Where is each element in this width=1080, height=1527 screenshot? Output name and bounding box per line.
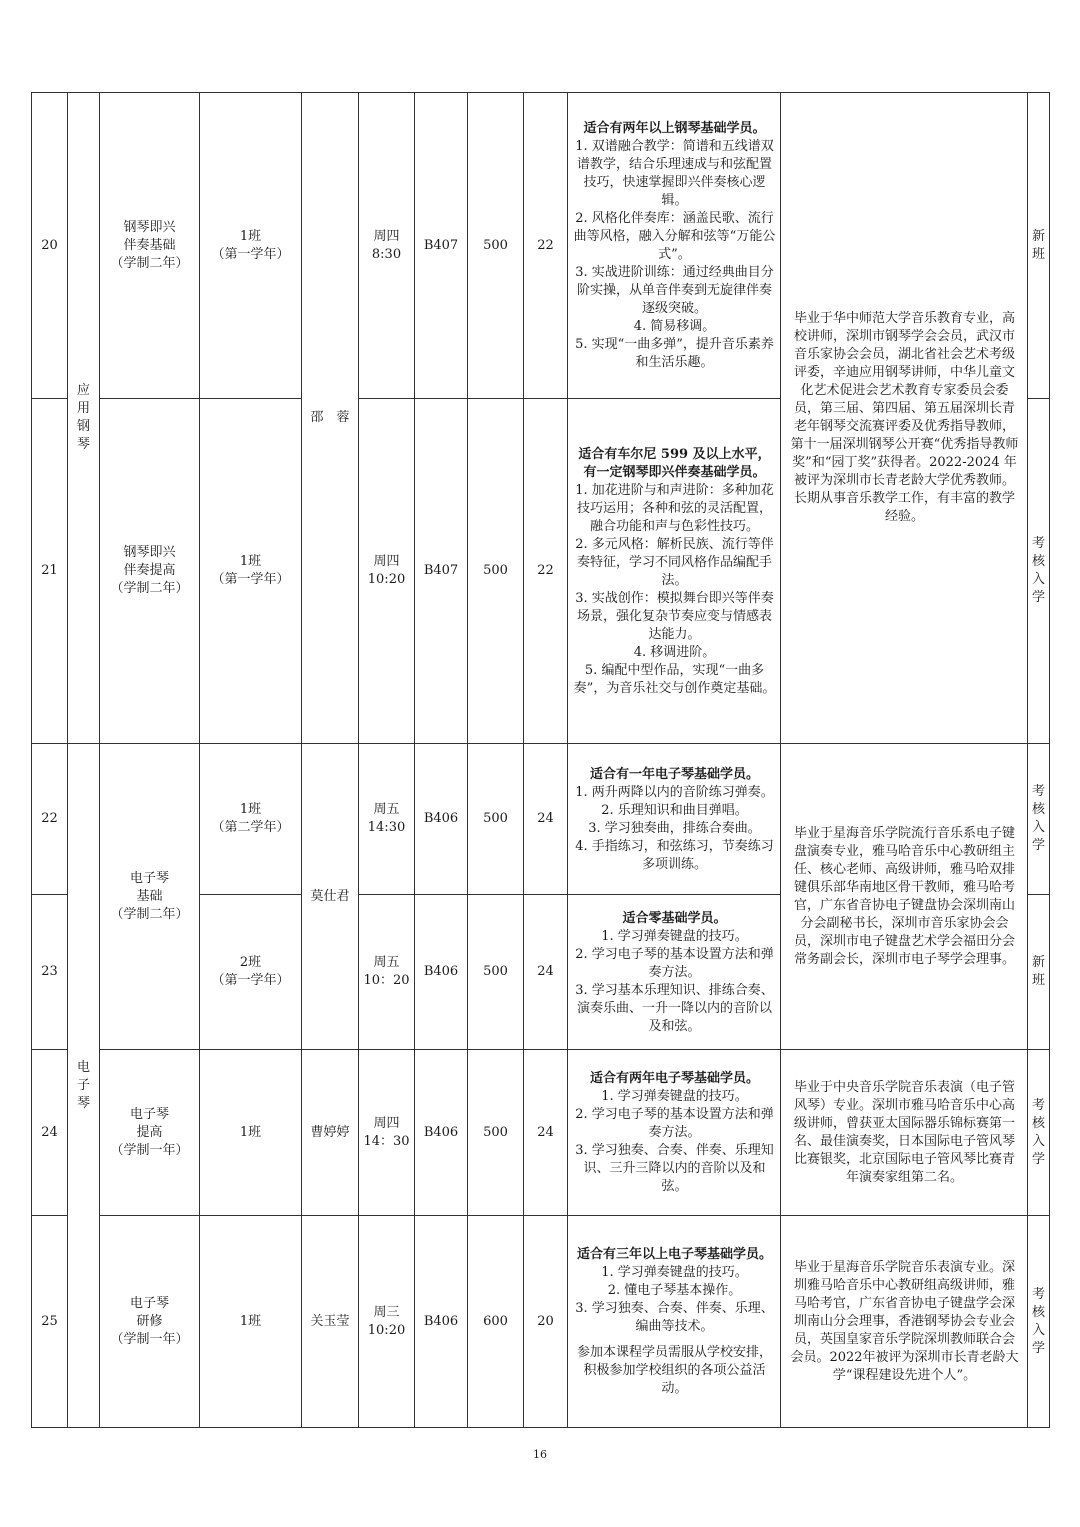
teacher-name: 莫仕君 bbox=[302, 744, 359, 1050]
class-name: 2班 （第一学年） bbox=[200, 895, 302, 1050]
class-name: 1班 bbox=[200, 1216, 302, 1428]
enrollment-note: 考 核 入 学 bbox=[1028, 1216, 1050, 1428]
teacher-bio: 毕业于中央音乐学院音乐表演（电子管风琴）专业。深圳市雅马哈音乐中心高级讲师，曾获亚太国际器乐锦标赛第一名、最佳演奏奖，日本国际电子管风琴比赛银奖，北京国际电子管风琴比赛青年演奏家组第二名。 bbox=[781, 1050, 1028, 1216]
class-time: 周五 10：20 bbox=[359, 895, 415, 1050]
quota: 22 bbox=[524, 399, 568, 744]
course-name: 电子琴 研修 （学制一年） bbox=[100, 1216, 200, 1428]
course-description: 适合有车尔尼 599 及以上水平，有一定钢琴即兴伴奏基础学员。 1. 加花进阶与和声进阶：多种加花技巧运用；各种和弦的灵活配置，融合功能和声与色彩性技巧。 2. 多元风格：解析民族、流行等伴奏特征，学习不同风格作品编配手法。 3. 实战创作：模拟舞台即兴等伴奏场景，强化复杂节奏应变与情感表达能力。 4. 移调进阶。 5. 编配中型作品，实现“一曲多奏”，为音乐社交与创作奠定基础。 bbox=[568, 399, 781, 744]
enrollment-note: 考 核 入 学 bbox=[1028, 744, 1050, 895]
classroom: B406 bbox=[415, 1050, 468, 1216]
row-number: 25 bbox=[32, 1216, 68, 1428]
class-time: 周五 14:30 bbox=[359, 744, 415, 895]
course-description: 适合有两年以上钢琴基础学员。 1. 双谱融合教学：简谱和五线谱双谱教学，结合乐理速成与和弦配置技巧，快速掌握即兴伴奏核心逻辑。 2. 风格化伴奏库：涵盖民歌、流行曲等风格，融入分解和弦等“万能公式”。 3. 实战进阶训练：通过经典曲目分阶实操，从单音伴奏到无旋律伴奏逐级突破。 4. 简易移调。 5. 实现“一曲多弹”，提升音乐素养和生活乐趣。 bbox=[568, 93, 781, 399]
teacher-bio: 毕业于星海音乐学院流行音乐系电子键盘演奏专业，雅马哈音乐中心教研组主任、核心老师、高级讲师，雅马哈双排键俱乐部华南地区骨干教师，雅马哈考官，广东省音协电子键盘协会深圳南山分会副秘书长，深圳市音乐家协会会员，深圳市电子键盘艺术学会福田分会常务副会长，深圳市电子琴学会理事。 bbox=[781, 744, 1028, 1050]
fee: 500 bbox=[468, 1050, 524, 1216]
page-number: 16 bbox=[533, 1448, 547, 1461]
class-name: 1班 （第一学年） bbox=[200, 399, 302, 744]
teacher-name: 关玉莹 bbox=[302, 1216, 359, 1428]
quota: 24 bbox=[524, 1050, 568, 1216]
course-name: 电子琴 基础 （学制二年） bbox=[100, 744, 200, 1050]
enrollment-note: 考 核 入 学 bbox=[1028, 399, 1050, 744]
classroom: B406 bbox=[415, 744, 468, 895]
quota: 24 bbox=[524, 744, 568, 895]
table-row bbox=[32, 93, 1050, 399]
class-time: 周三 10:20 bbox=[359, 1216, 415, 1428]
teacher-name: 曹婷婷 bbox=[302, 1050, 359, 1216]
class-time: 周四 10:20 bbox=[359, 399, 415, 744]
course-description: 适合有三年以上电子琴基础学员。 1. 学习弹奏键盘的技巧。 2. 懂电子琴基本操作。 3. 学习独奏、合奏、伴奏、乐理、编曲等技术。 参加本课程学员需服从学校安排，积极参加学校组织的各项公益活动。 bbox=[568, 1216, 781, 1428]
classroom: B407 bbox=[415, 399, 468, 744]
fee: 500 bbox=[468, 744, 524, 895]
enrollment-note: 新 班 bbox=[1028, 895, 1050, 1050]
class-name: 1班 （第一学年） bbox=[200, 93, 302, 399]
row-number: 20 bbox=[32, 93, 68, 399]
course-name: 钢琴即兴 伴奏提高 （学制二年） bbox=[100, 399, 200, 744]
class-time: 周四 8:30 bbox=[359, 93, 415, 399]
row-number: 22 bbox=[32, 744, 68, 895]
table-row bbox=[32, 1050, 1050, 1216]
row-number: 23 bbox=[32, 895, 68, 1050]
fee: 500 bbox=[468, 399, 524, 744]
row-number: 24 bbox=[32, 1050, 68, 1216]
classroom: B407 bbox=[415, 93, 468, 399]
enrollment-note: 考 核 入 学 bbox=[1028, 1050, 1050, 1216]
teacher-bio: 毕业于星海音乐学院音乐表演专业。深圳雅马哈音乐中心教研组高级讲师，雅马哈考官，广东省音协电子键盘学会深圳南山分会理事，香港钢琴协会专业会员，英国皇家音乐学院深圳教师联合会会员。2022年被评为深圳市长青老龄大学“课程建设先进个人”。 bbox=[781, 1216, 1028, 1428]
course-table bbox=[31, 92, 1050, 1428]
course-description: 适合零基础学员。 1. 学习弹奏键盘的技巧。 2. 学习电子琴的基本设置方法和弹奏方法。 3. 学习基本乐理知识、排练合奏、演奏乐曲、一升一降以内的音阶以及和弦。 bbox=[568, 895, 781, 1050]
classroom: B406 bbox=[415, 1216, 468, 1428]
class-name: 1班 bbox=[200, 1050, 302, 1216]
quota: 22 bbox=[524, 93, 568, 399]
class-time: 周四 14：30 bbox=[359, 1050, 415, 1216]
course-description: 适合有两年电子琴基础学员。 1. 学习弹奏键盘的技巧。 2. 学习电子琴的基本设置方法和弹奏方法。 3. 学习独奏、合奏、伴奏、乐理知识、三升三降以内的音阶以及和弦。 bbox=[568, 1050, 781, 1216]
classroom: B406 bbox=[415, 895, 468, 1050]
course-description: 适合有一年电子琴基础学员。 1. 两升两降以内的音阶练习弹奏。 2. 乐理知识和曲目弹唱。 3. 学习独奏曲，排练合奏曲。 4. 手指练习，和弦练习，节奏练习多项训练。 bbox=[568, 744, 781, 895]
quota: 24 bbox=[524, 895, 568, 1050]
enrollment-note: 新 班 bbox=[1028, 93, 1050, 399]
fee: 500 bbox=[468, 895, 524, 1050]
teacher-bio: 毕业于华中师范大学音乐教育专业，高校讲师，深圳市钢琴学会会员，武汉市音乐家协会会员，湖北省社会艺术考级评委，辛迪应用钢琴讲师，中华儿童文化艺术促进会艺术教育专家委员会委员，第三届、第四届、第五届深圳长青老年钢琴交流赛评委及优秀指导教师，第十一届深圳钢琴公开赛“优秀指导教师奖”和“园丁奖”获得者。2022-2024 年被评为深圳市长青老龄大学优秀教师。长期从事音乐教学工作，有丰富的教学经验。 bbox=[781, 93, 1028, 744]
row-number: 21 bbox=[32, 399, 68, 744]
category-piano: 应 用 钢 琴 bbox=[68, 93, 100, 744]
fee: 500 bbox=[468, 93, 524, 399]
category-keyboard: 电 子 琴 bbox=[68, 744, 100, 1428]
course-name: 钢琴即兴 伴奏基础 （学制二年） bbox=[100, 93, 200, 399]
class-name: 1班 （第二学年） bbox=[200, 744, 302, 895]
quota: 20 bbox=[524, 1216, 568, 1428]
teacher-name: 邵 蓉 bbox=[302, 93, 359, 744]
table-row bbox=[32, 1216, 1050, 1428]
course-name: 电子琴 提高 （学制一年） bbox=[100, 1050, 200, 1216]
fee: 600 bbox=[468, 1216, 524, 1428]
table-row bbox=[32, 744, 1050, 895]
